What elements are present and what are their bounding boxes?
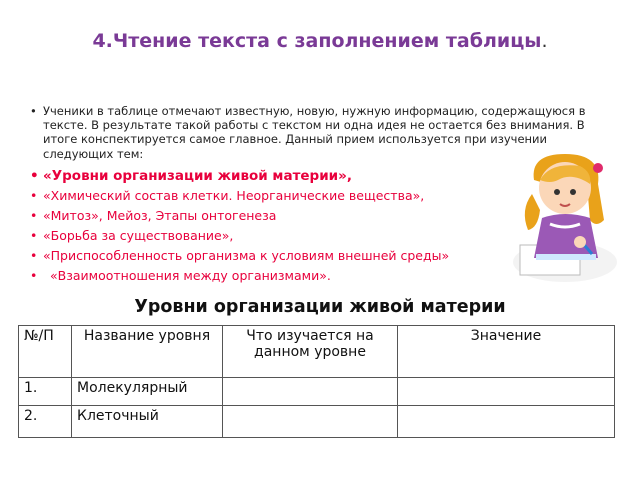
intro-paragraph: • Ученики в таблице отмечают известную, новую, нужную информацию, содержащуюся в тексте. В результате такой работы с текстом ни одна идея не остается без внимания. В итоге конспектируется самое главное. Данный прием используется при изучении следующих тем: [30,104,603,161]
table-cell [223,378,398,406]
topic-item: • «Взаимоотношения между организмами». [30,268,600,284]
table-cell: Молекулярный [72,378,223,406]
table-header-row [19,326,615,378]
table-header-cell: Значение [398,326,615,378]
table-cell [223,406,398,438]
table-header-cell: Что изучается на данном уровне [223,326,398,378]
table-title: Уровни организации живой материи [134,297,506,317]
table-header-cell: Название уровня [72,326,223,378]
table-header-cell: №/П [19,326,72,378]
table-row [19,378,615,406]
topic-item: • «Химический состав клетки. Неорганические вещества», [30,188,600,204]
topic-item: • «Приспособленность организма к условиям внешней среды» [30,248,600,264]
table-cell: 1. [19,378,72,406]
girl-writing-icon [510,150,620,285]
slide-title [0,30,640,52]
levels-table [18,325,615,438]
topic-item: • «Борьба за существование», [30,228,600,244]
table-cell: Клеточный [72,406,223,438]
table-cell: 2. [19,406,72,438]
topic-item: • «Митоз», Мейоз, Этапы онтогенеза [30,208,600,224]
topic-item: • «Уровни организации живой материи», [30,168,600,184]
table-row [19,406,615,438]
slide-title-text: 4.Чтение текста с заполнением таблицы [92,30,542,52]
table-cell [398,406,615,438]
table-cell [398,378,615,406]
slide-title-dot: . [541,30,548,52]
